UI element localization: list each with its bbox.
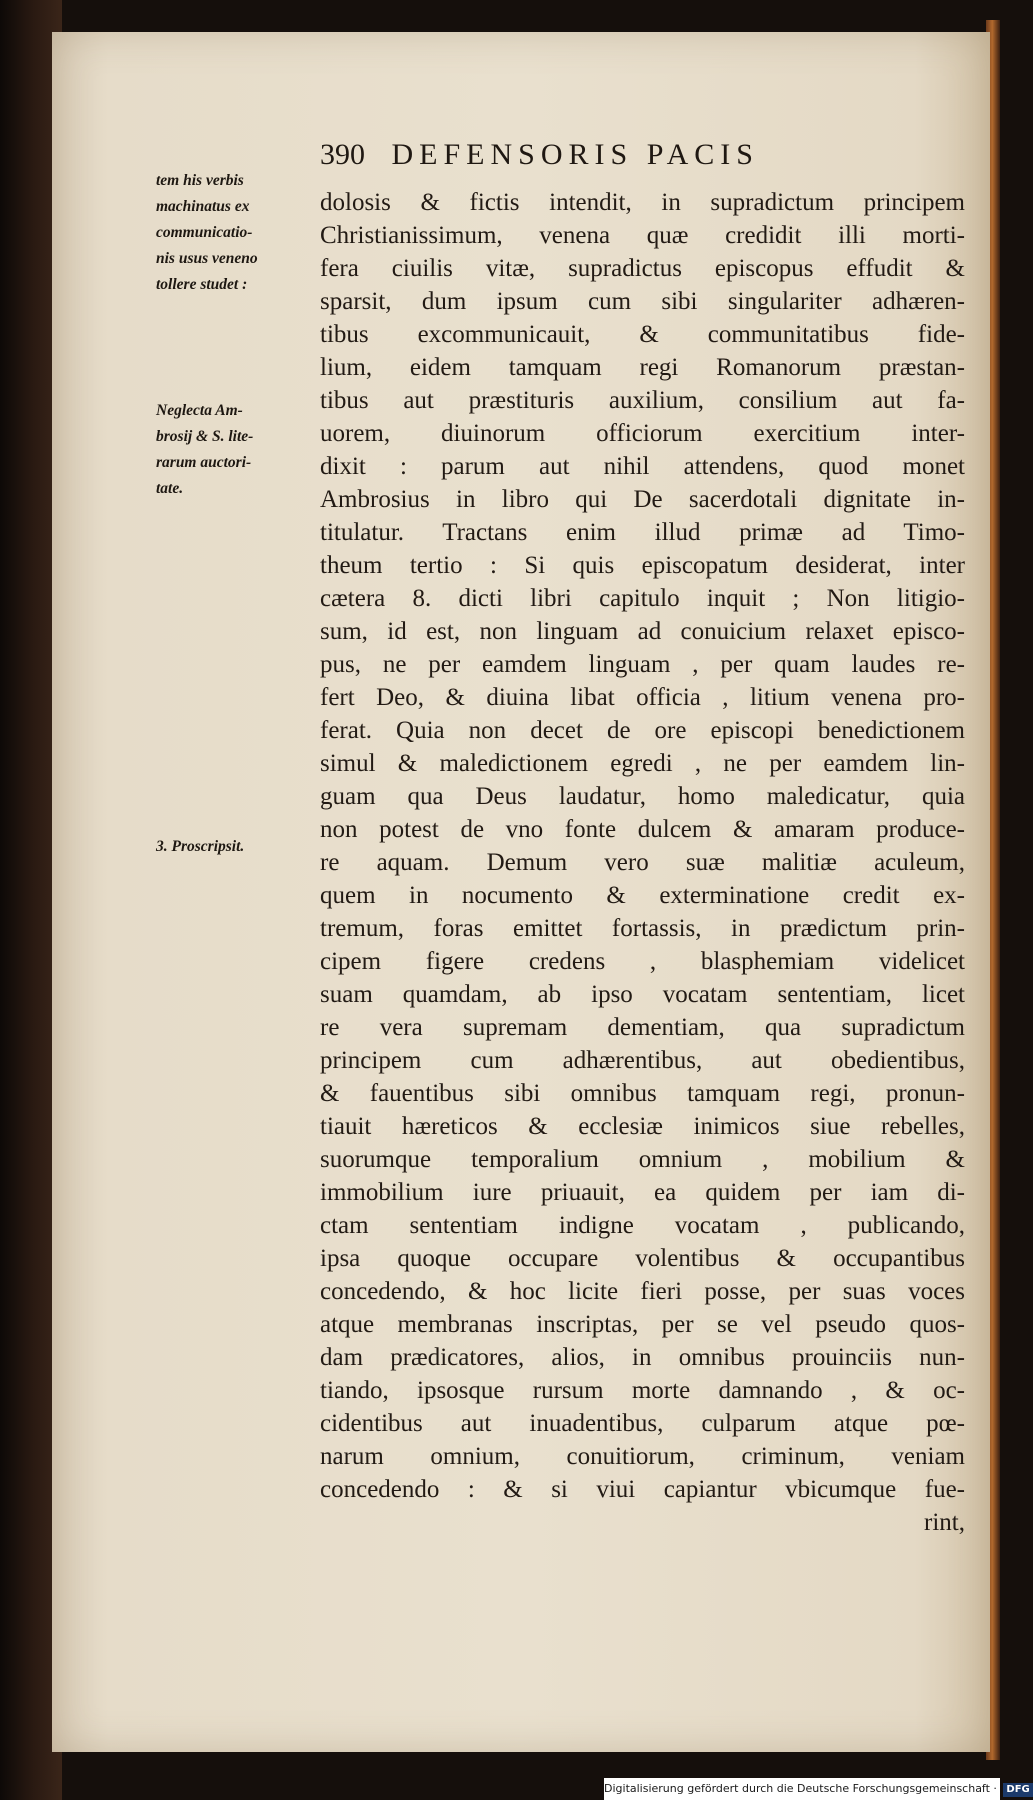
text-line: dolosis & fictis intendit, in supradictum principem xyxy=(320,189,965,216)
text-line: narum omnium, conuitiorum, criminum, veniam xyxy=(320,1443,965,1470)
text-line: tibus excommunicauit, & communitatibus fide- xyxy=(320,321,965,348)
text-line: ctam sententiam indigne vocatam , publicando, xyxy=(320,1212,965,1239)
text-line: re aquam. Demum vero suæ malitiæ aculeum, xyxy=(320,849,965,876)
text-line: simul & maledictionem egredi , ne per eamdem lin- xyxy=(320,750,965,777)
text-line: lium, eidem tamquam regi Romanorum præstan- xyxy=(320,354,965,381)
text-line: fera ciuilis vitæ, supradictus episcopus effudit & xyxy=(320,255,965,282)
text-line: suorumque temporalium omnium , mobilium & xyxy=(320,1146,965,1173)
marginal-note-line: nis usus veneno xyxy=(156,250,258,267)
main-text-block xyxy=(320,186,965,1539)
marginal-note-line: rarum auctori- xyxy=(156,454,252,471)
catchword: rint, xyxy=(924,1509,965,1536)
text-line: tremum, foras emittet fortassis, in prædictum prin- xyxy=(320,915,965,942)
marginal-note-line: tate. xyxy=(156,480,184,497)
marginal-note-line: tollere studet : xyxy=(156,276,248,293)
text-line: re vera supremam dementiam, qua supradictum xyxy=(320,1014,965,1041)
text-line: tiauit hæreticos & ecclesiæ inimicos siue rebelles, xyxy=(320,1113,965,1140)
text-line: Ambrosius in libro qui De sacerdotali dignitate in- xyxy=(320,486,965,513)
digitization-credit xyxy=(604,1778,1030,1800)
marginal-note-3 xyxy=(156,834,316,860)
text-line: principem cum adhærentibus, aut obedientibus, xyxy=(320,1047,965,1074)
text-line: pus, ne per eamdem linguam , per quam laudes re- xyxy=(320,651,965,678)
text-line: ferat. Quia non decet de ore episcopi benedictionem xyxy=(320,717,965,744)
page-number: 390 xyxy=(320,138,365,171)
running-header xyxy=(320,138,900,178)
text-line: cipem figere credens , blasphemiam videlicet xyxy=(320,948,965,975)
text-line: atque membranas inscriptas, per se vel pseudo quos- xyxy=(320,1311,965,1338)
marginal-note-line: 3. Proscripsit. xyxy=(156,838,245,855)
text-line: tiando, ipsosque rursum morte damnando , & oc- xyxy=(320,1377,965,1404)
text-line: sparsit, dum ipsum cum sibi singulariter adhæren- xyxy=(320,288,965,315)
credit-text: Digitalisierung gefördert durch die Deutsche Forschungsgemeinschaft · xyxy=(604,1782,997,1795)
marginal-note-line: machinatus ex xyxy=(156,198,250,215)
marginal-note-line: Neglecta Am- xyxy=(156,402,243,419)
marginal-note-2 xyxy=(156,398,316,502)
text-line: immobilium iure priuauit, ea quidem per iam di- xyxy=(320,1179,965,1206)
text-line: guam qua Deus laudatur, homo maledicatur, quia xyxy=(320,783,965,810)
text-line: concedendo : & si viui capiantur vbicumque fue- xyxy=(320,1476,965,1503)
text-line: dam prædicatores, alios, in omnibus prouinciis nun- xyxy=(320,1344,965,1371)
text-line: & fauentibus sibi omnibus tamquam regi, pronun- xyxy=(320,1080,965,1107)
marginal-note-line: brosij & S. lite- xyxy=(156,428,254,445)
running-head-title: DEFENSORIS PACIS xyxy=(391,138,759,171)
dfg-logo: DFG xyxy=(1003,1783,1032,1797)
text-line: Christianissimum, venena quæ credidit illi morti- xyxy=(320,222,965,249)
text-line: suam quamdam, ab ipso vocatam sententiam, licet xyxy=(320,981,965,1008)
text-line: uorem, diuinorum officiorum exercitium inter- xyxy=(320,420,965,447)
text-line: titulatur. Tractans enim illud primæ ad Timo- xyxy=(320,519,965,546)
marginal-note-line: tem his verbis xyxy=(156,172,244,189)
text-line: fert Deo, & diuina libat officia , litium venena pro- xyxy=(320,684,965,711)
text-line: cætera 8. dicti libri capitulo inquit ; Non litigio- xyxy=(320,585,965,612)
text-line: dixit : parum aut nihil attendens, quod monet xyxy=(320,453,965,480)
marginal-note-1 xyxy=(156,168,316,298)
text-line: concedendo, & hoc licite fieri posse, per suas voces xyxy=(320,1278,965,1305)
marginal-note-line: communicatio- xyxy=(156,224,253,241)
text-line: non potest de vno fonte dulcem & amaram produce- xyxy=(320,816,965,843)
text-line: sum, id est, non linguam ad conuicium relaxet episco- xyxy=(320,618,965,645)
text-line: quem in nocumento & exterminatione credit ex- xyxy=(320,882,965,909)
text-line: theum tertio : Si quis episcopatum desiderat, inter xyxy=(320,552,965,579)
text-line: cidentibus aut inuadentibus, culparum atque pœ- xyxy=(320,1410,965,1437)
text-line: ipsa quoque occupare volentibus & occupantibus xyxy=(320,1245,965,1272)
text-line: tibus aut præstituris auxilium, consilium aut fa- xyxy=(320,387,965,414)
